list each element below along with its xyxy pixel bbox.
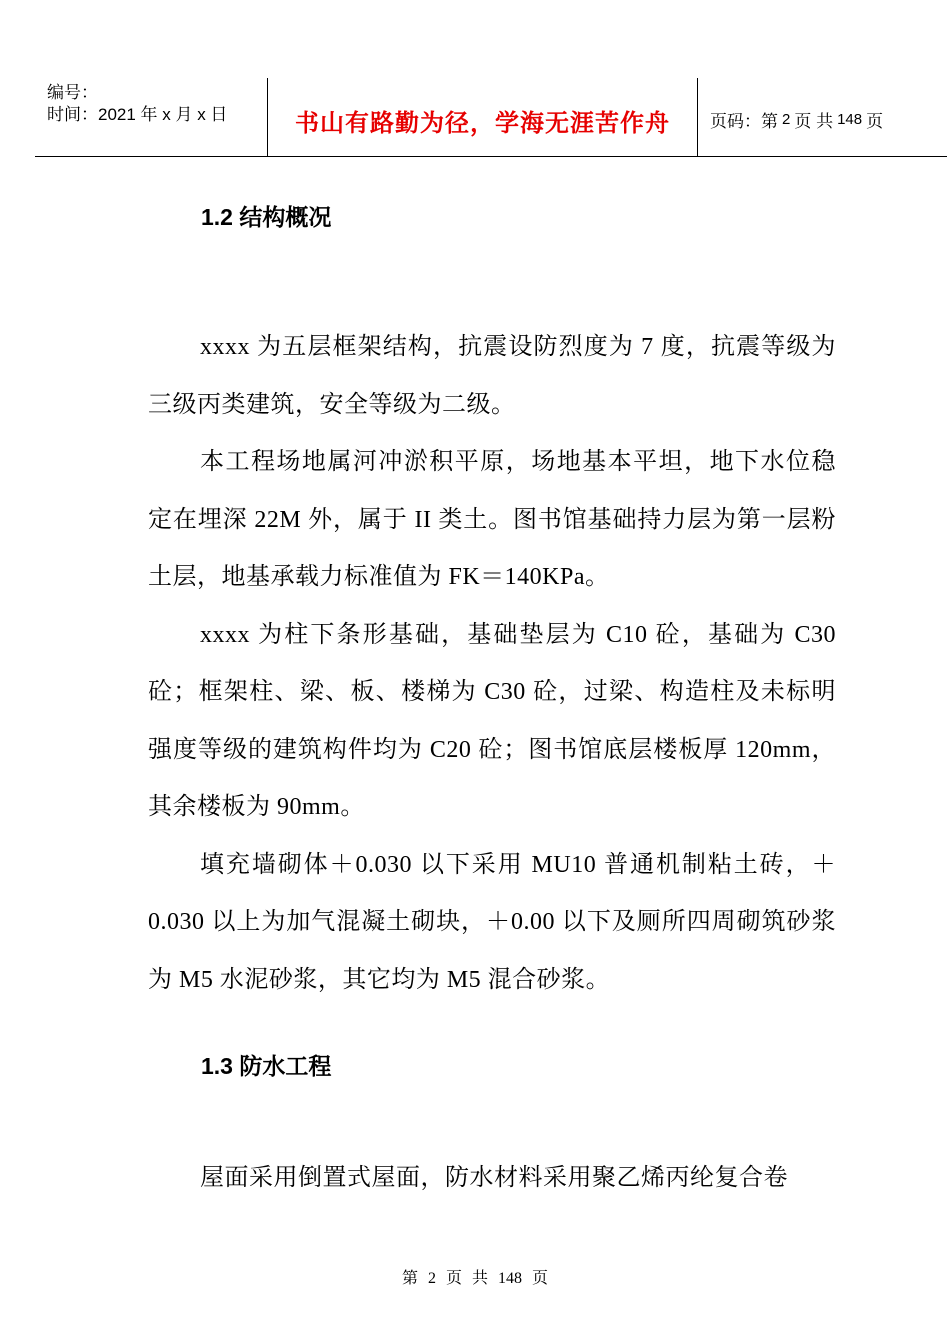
header-motto: 书山有路勤为径，学海无涯苦作舟 [267,78,698,156]
paragraph: 屋面采用倒置式屋面，防水材料采用聚乙烯丙纶复合卷 [200,1165,788,1191]
page-total: 148 [837,110,863,128]
paragraph: 本工程场地属河冲淤积平原，场地基本平坦，地下水位稳定在埋深 22M 外，属于 II 类土。图书馆基础持力层为第一层粉土层，地基承载力标准值为 FK＝140KPa。 [148,449,836,590]
section-heading: 1.2 结构概况 [201,204,332,230]
section-heading: 1.3 防水工程 [201,1053,332,1079]
document-body [148,190,836,1208]
header-page-info [698,78,947,156]
document-date: 时间：2021 年 x 月 x 日 [47,105,228,124]
header-meta [35,78,267,156]
page-footer: 第 2 页 共 148 页 [401,1270,548,1287]
paragraph: xxxx 为柱下条形基础，基础垫层为 C10 砼，基础为 C30 砼；框架柱、梁、板、楼梯为 C30 砼，过梁、构造柱及未标明强度等级的建筑构件均为 C20 砼；图书馆底层楼板厚 120mm，其余楼板为 90mm。 [148,621,836,820]
page-suffix: 页 [866,111,884,131]
page-number: 2 [782,110,791,128]
page-mid: 页 共 [794,111,834,131]
paragraph: xxxx 为五层框架结构，抗震设防烈度为 7 度，抗震等级为三级丙类建筑，安全等级为二级。 [148,334,836,418]
page-prefix: 页码：第 [710,111,778,131]
paragraph: 填充墙砌体＋0.030 以下采用 MU10 普通机制粘土砖，＋0.030 以上为加气混凝土砌块，＋0.00 以下及厕所四周砌筑砂浆为 M5 水泥砂浆，其它均为 M5 混合砂浆。 [148,851,836,993]
page-header [35,78,947,157]
document-number-label: 编号： [47,83,98,102]
